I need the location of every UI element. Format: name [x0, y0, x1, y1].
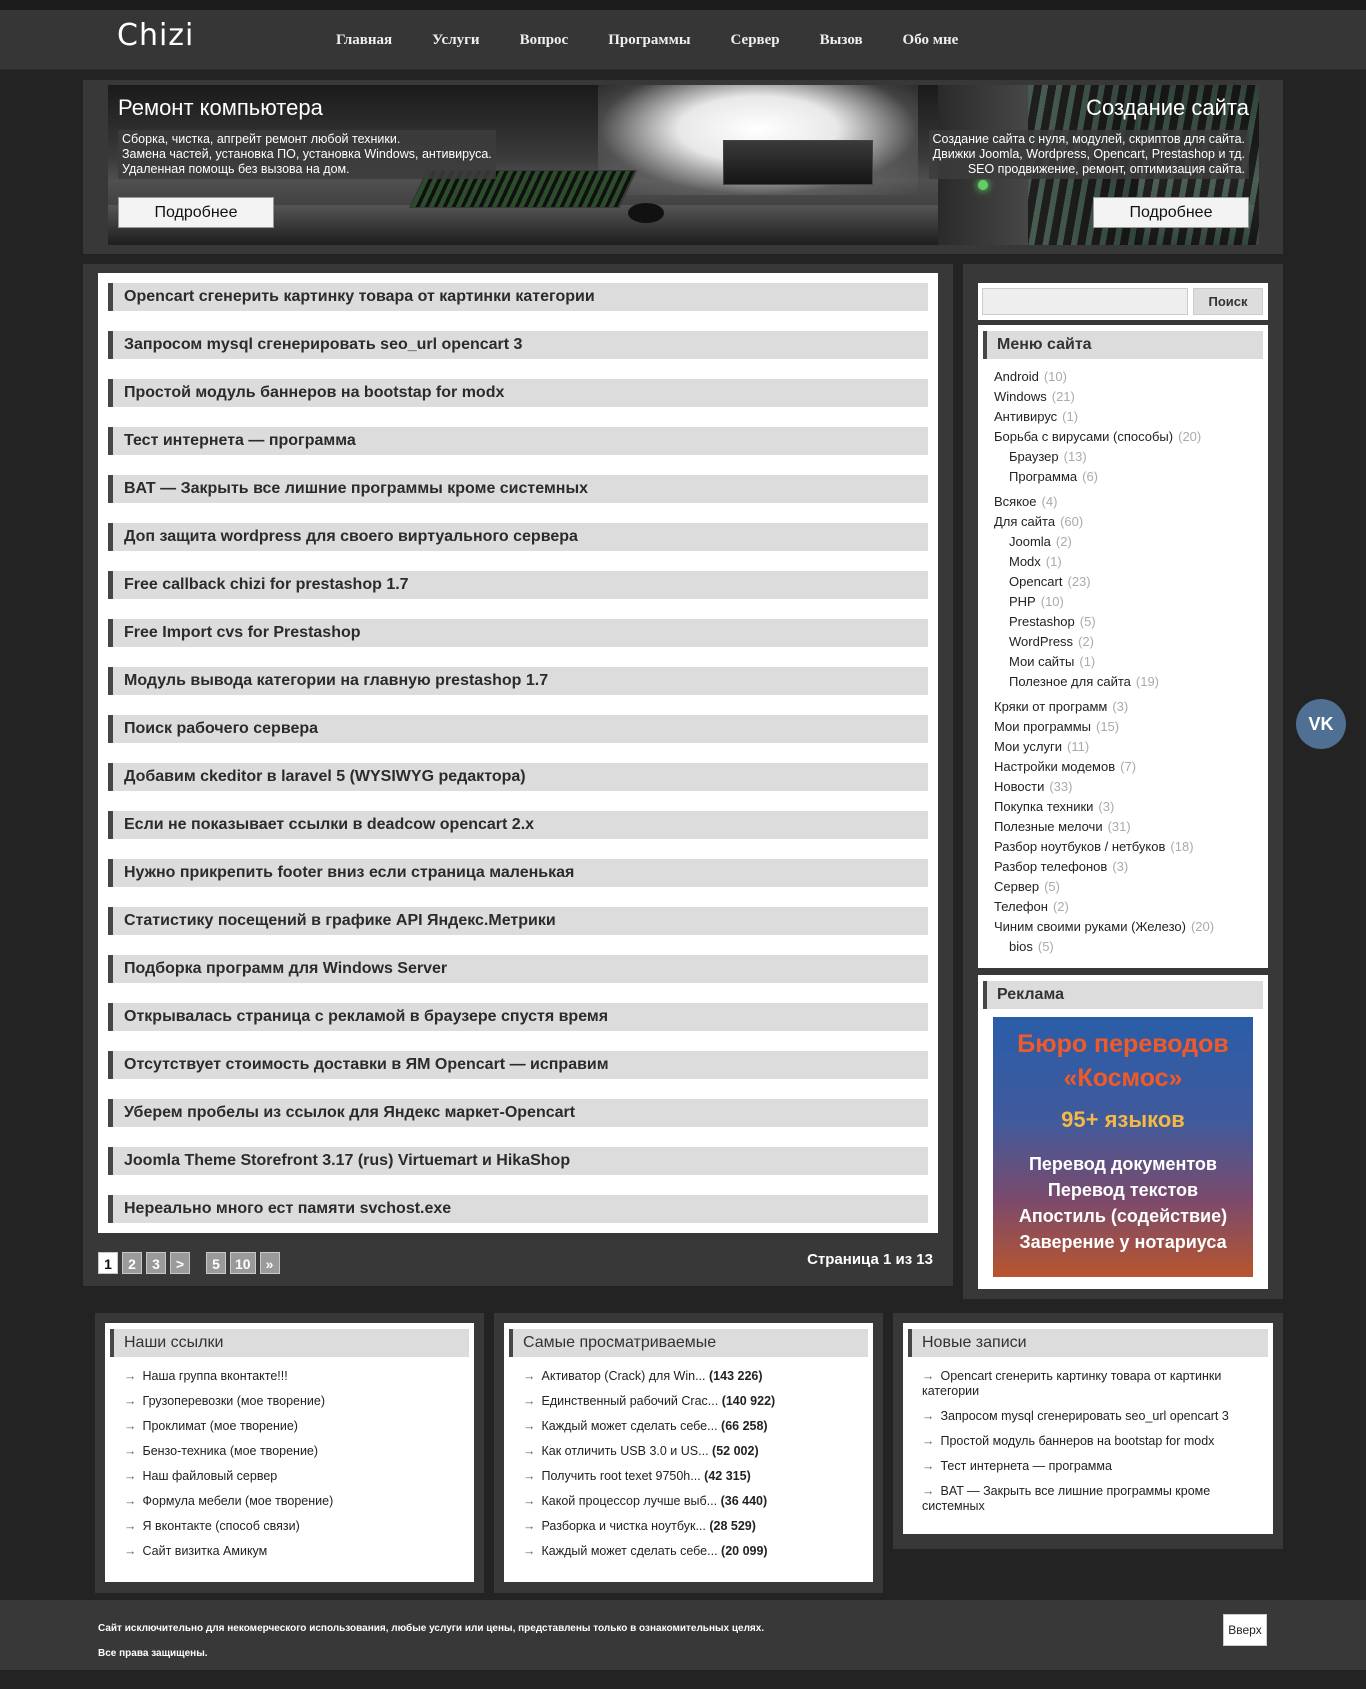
ad-service: Перевод текстов — [1047, 1180, 1199, 1200]
menu-category-label[interactable]: Разбор ноутбуков / нетбуков — [994, 839, 1166, 854]
menu-category-item[interactable] — [994, 817, 1263, 837]
menu-category-item[interactable] — [994, 552, 1263, 572]
menu-category-count: (3) — [1098, 799, 1115, 814]
popular-item-label[interactable]: Как отличить USB 3.0 и US... — [541, 1444, 709, 1458]
menu-category-item[interactable] — [994, 532, 1263, 552]
menu-category-label[interactable]: Joomla — [1009, 534, 1051, 549]
arrow-right-icon: → — [523, 1494, 536, 1508]
links-widget — [105, 1323, 474, 1582]
popular-item-views: (42 315) — [704, 1469, 751, 1483]
menu-category-label[interactable]: Windows — [994, 389, 1047, 404]
menu-category-label[interactable]: Modx — [1009, 554, 1041, 569]
menu-category-count: (5) — [1037, 939, 1054, 954]
menu-category-count: (23) — [1067, 574, 1091, 589]
popular-widget — [504, 1323, 873, 1582]
pager-link[interactable]: 2 — [122, 1252, 142, 1274]
search-input[interactable] — [982, 288, 1188, 315]
post-title-link[interactable]: Запросом mysql сгенерировать seo_url opencart 3 — [108, 331, 928, 359]
ad-widget — [978, 975, 1268, 1289]
arrow-right-icon: → — [523, 1519, 536, 1533]
links-widget-title: Наши ссылки — [110, 1329, 469, 1357]
nav-item[interactable]: Главная — [336, 31, 393, 48]
nav-item[interactable]: Сервер — [730, 31, 780, 48]
arrow-right-icon: → — [523, 1394, 536, 1408]
popular-item-views: (66 258) — [721, 1419, 768, 1433]
menu-category-label[interactable]: Мои сайты — [1009, 654, 1075, 669]
arrow-right-icon: → — [523, 1369, 536, 1383]
banner-right-line: Создание сайта с нуля, модулей, скриптов для сайта. — [932, 132, 1245, 146]
menu-category-item[interactable] — [994, 512, 1263, 532]
post-title-link[interactable]: BAT — Закрыть все лишние программы кроме системных — [108, 475, 928, 503]
device-image — [723, 140, 873, 185]
post-title-link[interactable]: Нужно прикрепить footer вниз если страница маленькая — [108, 859, 928, 887]
menu-category-label[interactable]: Полезное для сайта — [1009, 674, 1131, 689]
arrow-right-icon: → — [922, 1484, 935, 1498]
links-list-item[interactable] — [124, 1394, 469, 1409]
popular-list-item[interactable] — [523, 1494, 868, 1509]
banner-left-text — [118, 130, 496, 179]
menu-category-count: (2) — [1052, 899, 1069, 914]
site-header — [0, 10, 1366, 70]
menu-category-count: (20) — [1190, 919, 1215, 934]
menu-category-label[interactable]: Кряки от программ — [994, 699, 1108, 714]
recent-item-label[interactable]: Простой модуль баннеров на bootstap for modx — [940, 1434, 1215, 1448]
menu-category-item[interactable] — [994, 757, 1263, 777]
menu-category-item[interactable] — [994, 672, 1263, 692]
arrow-right-icon: → — [922, 1459, 935, 1473]
menu-category-label[interactable]: Покупка техники — [994, 799, 1094, 814]
menu-category-item[interactable] — [994, 917, 1263, 937]
popular-item-views: (140 922) — [721, 1394, 776, 1408]
menu-category-item[interactable] — [994, 652, 1263, 672]
recent-item-label[interactable]: BAT — Закрыть все лишние программы кроме системных — [922, 1484, 1211, 1513]
nav-item[interactable]: Обо мне — [902, 31, 959, 48]
arrow-right-icon: → — [922, 1409, 935, 1423]
post-title-link[interactable]: Уберем пробелы из ссылок для Яндекс маркет-Opencart — [108, 1099, 928, 1127]
arrow-right-icon: → — [922, 1434, 935, 1448]
menu-category-label[interactable]: Антивирус — [994, 409, 1058, 424]
pager-link[interactable]: 3 — [146, 1252, 166, 1274]
menu-category-label[interactable]: Для сайта — [994, 514, 1056, 529]
site-logo[interactable]: Chizi — [117, 18, 195, 53]
popular-list — [509, 1369, 868, 1559]
arrow-right-icon: → — [124, 1369, 137, 1383]
nav-item[interactable]: Вызов — [819, 31, 863, 48]
popular-widget-title: Самые просматриваемые — [509, 1329, 868, 1357]
menu-category-label[interactable]: Программа — [1009, 469, 1078, 484]
scroll-up-button[interactable]: Вверх — [1223, 1614, 1267, 1646]
links-item-label[interactable]: Наша группа вконтакте!!! — [142, 1369, 288, 1383]
links-list-item[interactable] — [124, 1419, 469, 1434]
arrow-right-icon: → — [523, 1469, 536, 1483]
menu-category-count: (21) — [1051, 389, 1075, 404]
post-title-link[interactable]: Подборка программ для Windows Server — [108, 955, 928, 983]
pager-jump-link[interactable]: 5 — [206, 1252, 226, 1274]
post-title-link[interactable]: Нереально много ест памяти svchost.exe — [108, 1195, 928, 1223]
popular-item-label[interactable]: Получить root texet 9750h... — [541, 1469, 701, 1483]
banner-left-more-button[interactable]: Подробнее — [118, 197, 274, 228]
menu-category-item[interactable] — [994, 857, 1263, 877]
menu-category-label[interactable]: Opencart — [1009, 574, 1063, 589]
post-title-link[interactable]: Модуль вывода категории на главную prestashop 1.7 — [108, 667, 928, 695]
menu-category-count: (4) — [1041, 494, 1058, 509]
popular-list-item[interactable] — [523, 1469, 868, 1484]
popular-item-views: (28 529) — [709, 1519, 756, 1533]
popular-list-item[interactable] — [523, 1369, 868, 1384]
banner-right-title: Создание сайта — [1086, 95, 1249, 120]
menu-category-label[interactable]: Настройки модемов — [994, 759, 1116, 774]
menu-category-item[interactable] — [994, 427, 1263, 447]
links-list-item[interactable] — [124, 1494, 469, 1509]
menu-category-label[interactable]: Браузер — [1009, 449, 1059, 464]
top-strip — [0, 0, 1366, 10]
menu-category-count: (18) — [1170, 839, 1194, 854]
menu-category-count: (5) — [1079, 614, 1096, 629]
popular-list-item[interactable] — [523, 1544, 868, 1559]
menu-category-label[interactable]: Мои услуги — [994, 739, 1063, 754]
menu-category-count: (33) — [1049, 779, 1073, 794]
links-list-item[interactable] — [124, 1544, 469, 1559]
links-list-item[interactable] — [124, 1369, 469, 1384]
ad-service: Заверение у нотариуса — [1019, 1232, 1227, 1252]
ad-line: «Космос» — [1063, 1064, 1183, 1092]
menu-category-item[interactable] — [994, 717, 1263, 737]
links-list — [110, 1369, 469, 1559]
menu-category-item[interactable] — [994, 492, 1263, 512]
mouse-image — [628, 203, 664, 223]
ad-headline — [993, 1027, 1253, 1095]
arrow-right-icon: → — [124, 1419, 137, 1433]
menu-category-item[interactable] — [994, 387, 1263, 407]
ad-languages: 95+ языков — [1061, 1107, 1185, 1132]
post-title-link[interactable]: Joomla Theme Storefront 3.17 (rus) Virtuemart и HikaShop — [108, 1147, 928, 1175]
ad-line: Бюро переводов — [1017, 1030, 1229, 1058]
post-title-link[interactable]: Если не показывает ссылки в deadcow opencart 2.x — [108, 811, 928, 839]
menu-category-label[interactable]: Чиним своими руками (Железо) — [994, 919, 1186, 934]
main-nav — [316, 10, 978, 70]
nav-item[interactable]: Вопрос — [519, 31, 569, 48]
arrow-right-icon: → — [124, 1469, 137, 1483]
site-footer — [0, 1600, 1366, 1670]
post-title-link[interactable]: Добавим ckeditor в laravel 5 (WYSIWYG редактора) — [108, 763, 928, 791]
arrow-right-icon: → — [124, 1519, 137, 1533]
footer-text — [98, 1616, 764, 1666]
menu-category-count: (2) — [1078, 634, 1094, 649]
menu-category-count: (60) — [1060, 514, 1084, 529]
menu-category-count: (15) — [1096, 719, 1120, 734]
post-title-link[interactable]: Простой модуль баннеров на bootstap for modx — [108, 379, 928, 407]
menu-category-count: (10) — [1043, 369, 1067, 384]
post-title-link[interactable]: Статистику посещений в графике API Яндекс.Метрики — [108, 907, 928, 935]
ad-service: Перевод документов — [1028, 1154, 1217, 1174]
site-menu-widget — [978, 325, 1268, 968]
menu-category-item[interactable] — [994, 777, 1263, 797]
banner-right-text — [929, 130, 1249, 179]
recent-list-item[interactable] — [922, 1369, 1268, 1399]
ad-service: Апостиль (содействие) — [1018, 1206, 1228, 1226]
recent-list-item[interactable] — [922, 1484, 1268, 1514]
menu-category-count: (1) — [1045, 554, 1062, 569]
menu-category-label[interactable]: Prestashop — [1009, 614, 1075, 629]
menu-category-count: (10) — [1040, 594, 1064, 609]
menu-category-count: (2) — [1055, 534, 1072, 549]
bottom-strip — [0, 1670, 1366, 1689]
recent-item-label[interactable]: Opencart сгенерить картинку товара от картинки категории — [922, 1369, 1222, 1398]
search-button[interactable]: Поиск — [1193, 288, 1263, 315]
menu-category-label[interactable]: Полезные мелочи — [994, 819, 1103, 834]
menu-category-label[interactable]: bios — [1009, 939, 1033, 954]
footer-disclaimer: Сайт исключительно для некомерческого использования, любые услуги или цены, представлены только в ознакомительных целях. — [98, 1623, 765, 1634]
arrow-right-icon: → — [523, 1419, 536, 1433]
arrow-right-icon: → — [124, 1494, 137, 1508]
popular-item-views: (36 440) — [720, 1494, 768, 1508]
menu-category-item[interactable] — [994, 837, 1263, 857]
banner-left-title: Ремонт компьютера — [118, 95, 323, 120]
recent-list-item[interactable] — [922, 1409, 1268, 1424]
links-list-item[interactable] — [124, 1444, 469, 1459]
banner-left-line: Удаленная помощь без вызова на дом. — [122, 162, 350, 176]
menu-category-count: (1) — [1062, 409, 1079, 424]
recent-item-label[interactable]: Запросом mysql сгенерировать seo_url opencart 3 — [940, 1409, 1229, 1423]
menu-category-item[interactable] — [994, 632, 1263, 652]
menu-category-count: (11) — [1067, 739, 1090, 754]
post-title-link[interactable]: Free callback chizi for prestashop 1.7 — [108, 571, 928, 599]
hero-banner — [108, 85, 1259, 245]
menu-category-item[interactable] — [994, 697, 1263, 717]
category-list — [983, 367, 1263, 957]
links-item-label[interactable]: Грузоперевозки (мое творение) — [142, 1394, 325, 1408]
popular-item-label[interactable]: Каждый может сделать себе... — [541, 1419, 718, 1433]
menu-category-item[interactable] — [994, 572, 1263, 592]
pager-jump-link[interactable]: 10 — [230, 1252, 256, 1274]
menu-category-item[interactable] — [994, 612, 1263, 632]
menu-category-item[interactable] — [994, 447, 1263, 467]
popular-item-views: (52 002) — [712, 1444, 759, 1458]
page-summary: Страница 1 из 13 — [807, 1251, 933, 1268]
links-item-label[interactable]: Наш файловый сервер — [142, 1469, 278, 1483]
menu-category-label[interactable]: Телефон — [994, 899, 1048, 914]
links-item-label[interactable]: Сайт визитка Амикум — [142, 1544, 268, 1558]
menu-category-label[interactable]: Разбор телефонов — [994, 859, 1108, 874]
popular-list-item[interactable] — [523, 1394, 868, 1409]
recent-list-item[interactable] — [922, 1434, 1268, 1449]
links-item-label[interactable]: Я вконтакте (способ связи) — [142, 1519, 300, 1533]
post-title-link[interactable]: Opencart сгенерить картинку товара от картинки категории — [108, 283, 928, 311]
menu-category-item[interactable] — [994, 737, 1263, 757]
recent-list-item[interactable] — [922, 1459, 1268, 1474]
ad-services — [993, 1151, 1253, 1255]
recent-item-label[interactable]: Тест интернета — программа — [940, 1459, 1112, 1473]
popular-item-label[interactable]: Каждый может сделать себе... — [541, 1544, 718, 1558]
arrow-right-icon: → — [124, 1444, 137, 1458]
menu-category-label[interactable]: Мои программы — [994, 719, 1091, 734]
post-list — [98, 273, 938, 1233]
nav-item[interactable]: Услуги — [432, 31, 480, 48]
menu-category-item[interactable] — [994, 592, 1263, 612]
menu-category-count: (3) — [1112, 859, 1129, 874]
menu-category-label[interactable]: Новости — [994, 779, 1045, 794]
menu-category-item[interactable] — [994, 937, 1263, 957]
links-list-item[interactable] — [124, 1469, 469, 1484]
post-title-link[interactable]: Открывалась страница с рекламой в браузере спустя время — [108, 1003, 928, 1031]
menu-category-label[interactable]: Android — [994, 369, 1039, 384]
post-title-link[interactable]: Free Import cvs for Prestashop — [108, 619, 928, 647]
menu-category-count: (5) — [1044, 879, 1060, 894]
ad-title: Реклама — [983, 981, 1263, 1009]
menu-category-item[interactable] — [994, 797, 1263, 817]
pagination — [98, 1250, 284, 1276]
post-title-link[interactable]: Отсутствует стоимость доставки в ЯМ Opencart — исправим — [108, 1051, 928, 1079]
menu-category-label[interactable]: PHP — [1009, 594, 1036, 609]
post-title-link[interactable]: Тест интернета — программа — [108, 427, 928, 455]
arrow-right-icon: → — [523, 1444, 536, 1458]
recent-list — [908, 1369, 1268, 1514]
menu-category-count: (20) — [1178, 429, 1202, 444]
banner-left-line: Замена частей, установка ПО, установка Windows, антивируса. — [122, 147, 492, 161]
banner-left-line: Сборка, чистка, апгрейт ремонт любой техники. — [122, 132, 401, 146]
popular-list-item[interactable] — [523, 1419, 868, 1434]
menu-category-label[interactable]: WordPress — [1009, 634, 1074, 649]
links-item-label[interactable]: Проклимат (мое творение) — [142, 1419, 298, 1433]
arrow-right-icon: → — [523, 1544, 536, 1558]
search-widget — [978, 283, 1268, 320]
pager-link[interactable]: > — [170, 1252, 190, 1274]
popular-item-views: (20 099) — [721, 1544, 768, 1558]
banner-right-line: Движки Joomla, Wordpress, Opencart, Prestashop и тд. — [932, 147, 1245, 161]
vk-icon[interactable]: VK — [1296, 699, 1346, 749]
menu-category-item[interactable] — [994, 897, 1263, 917]
popular-item-label[interactable]: Активатор (Crack) для Win... — [541, 1369, 706, 1383]
arrow-right-icon: → — [124, 1544, 137, 1558]
menu-category-count: (6) — [1082, 469, 1099, 484]
popular-item-label[interactable]: Какой процессор лучше выб... — [541, 1494, 718, 1508]
recent-widget-title: Новые записи — [908, 1329, 1268, 1357]
menu-category-item[interactable] — [994, 407, 1263, 427]
menu-category-count: (31) — [1107, 819, 1131, 834]
post-title-link[interactable]: Доп защита wordpress для своего виртуального сервера — [108, 523, 928, 551]
links-item-label[interactable]: Формула мебели (мое творение) — [142, 1494, 334, 1508]
menu-category-label[interactable]: Борьба с вирусами (способы) — [994, 429, 1174, 444]
menu-category-item[interactable] — [994, 877, 1263, 897]
power-led — [978, 180, 988, 190]
recent-widget — [903, 1323, 1273, 1534]
menu-category-count: (19) — [1135, 674, 1160, 689]
post-title-link[interactable]: Поиск рабочего сервера — [108, 715, 928, 743]
links-item-label[interactable]: Бензо-техника (мое творение) — [142, 1444, 319, 1458]
menu-category-label[interactable]: Всякое — [994, 494, 1037, 509]
arrow-right-icon: → — [922, 1369, 935, 1383]
arrow-right-icon: → — [124, 1394, 137, 1408]
menu-category-count: (3) — [1112, 699, 1129, 714]
menu-category-count: (1) — [1079, 654, 1096, 669]
popular-list-item[interactable] — [523, 1444, 868, 1459]
nav-item[interactable]: Программы — [608, 31, 691, 48]
popular-item-views: (143 226) — [709, 1369, 763, 1383]
menu-category-count: (13) — [1063, 449, 1087, 464]
footer-copyright: Все права защищены. — [98, 1648, 208, 1659]
links-list-item[interactable] — [124, 1519, 469, 1534]
menu-category-count: (7) — [1120, 759, 1137, 774]
ad-banner[interactable] — [993, 1017, 1253, 1277]
pager-current-page: 1 — [98, 1252, 118, 1274]
menu-category-label[interactable]: Сервер — [994, 879, 1040, 894]
menu-category-item[interactable] — [994, 367, 1263, 387]
menu-category-item[interactable] — [994, 467, 1263, 487]
site-menu-title: Меню сайта — [983, 331, 1263, 359]
popular-item-label[interactable]: Единственный рабочий Crac... — [541, 1394, 719, 1408]
pager-jump-link[interactable]: » — [260, 1252, 280, 1274]
popular-list-item[interactable] — [523, 1519, 868, 1534]
banner-right-more-button[interactable]: Подробнее — [1093, 197, 1249, 228]
banner-right-line: SEO продвижение, ремонт, оптимизация сайта. — [967, 162, 1245, 176]
popular-item-label[interactable]: Разборка и чистка ноутбук... — [541, 1519, 706, 1533]
